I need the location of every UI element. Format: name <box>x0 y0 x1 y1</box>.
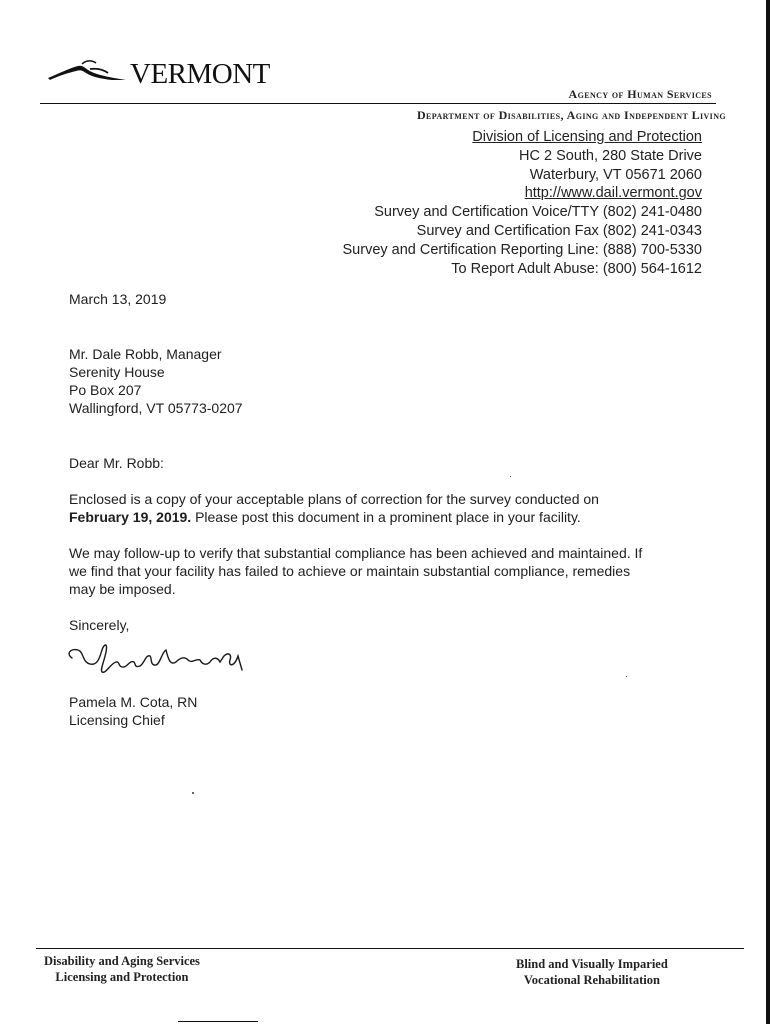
signer-title: Licensing Chief <box>69 712 165 728</box>
footer-line: Blind and Visually Imparied <box>516 957 668 971</box>
recipient-line: Po Box 207 <box>69 382 142 398</box>
recipient-line: Serenity House <box>69 364 165 380</box>
closing: Sincerely, <box>69 617 130 633</box>
voice-line: Survey and Certification Voice/TTY (802) 241-0480 <box>374 204 702 221</box>
footer-left <box>44 953 200 985</box>
recipient-line: Mr. Dale Robb, Manager <box>69 346 222 362</box>
footer-line: Vocational Rehabilitation <box>523 973 660 987</box>
contact-block <box>343 128 703 278</box>
fax-line: Survey and Certification Fax (802) 241-0343 <box>416 222 702 239</box>
footer-line: Disability and Aging Services <box>44 954 200 968</box>
signer-block <box>69 693 197 729</box>
header-divider <box>40 103 716 104</box>
handwritten-signature <box>64 636 254 682</box>
footer-right <box>516 956 668 988</box>
letter-date: March 13, 2019 <box>69 291 167 307</box>
signer-name: Pamela M. Cota, RN <box>69 694 198 710</box>
address-line: HC 2 South, 280 State Drive <box>519 147 702 164</box>
paragraph-line: may be imposed. <box>69 581 176 597</box>
scan-speck <box>510 476 511 477</box>
recipient-address <box>69 345 243 417</box>
city-line: Waterbury, VT 05671 2060 <box>529 166 702 183</box>
abuse-line: To Report Adult Abuse: (800) 564-1612 <box>451 260 702 277</box>
paragraph-line <box>69 508 599 526</box>
paragraph-line: we find that your facility has failed to achieve or maintain substantial compliance, remedies <box>69 563 631 579</box>
footer-line: Licensing and Protection <box>55 970 189 984</box>
survey-date: February 19, 2019. <box>69 509 192 525</box>
vermont-logo <box>46 58 286 92</box>
scan-speck <box>626 676 627 677</box>
logo-text: VERMONT <box>130 58 270 90</box>
salutation: Dear Mr. Robb: <box>69 455 164 471</box>
paragraph-1 <box>69 490 599 526</box>
division-name: Division of Licensing and Protection <box>472 129 702 145</box>
paragraph-line: Enclosed is a copy of your acceptable plans of correction for the survey conducted on <box>69 491 599 507</box>
website-link[interactable]: http://www.dail.vermont.gov <box>524 185 702 202</box>
scan-edge <box>766 0 770 1024</box>
mountain-logo-icon <box>46 58 130 88</box>
scan-speck <box>192 792 194 794</box>
agency-name: Agency of Human Services <box>568 87 712 101</box>
footer-divider <box>36 948 744 949</box>
paragraph-line: We may follow-up to verify that substantial compliance has been achieved and maintained. If <box>69 545 643 561</box>
reporting-line: Survey and Certification Reporting Line: (888) 700-5330 <box>342 241 702 258</box>
recipient-line: Wallingford, VT 05773-0207 <box>69 400 243 416</box>
paragraph-2 <box>69 544 642 598</box>
paragraph-text: Please post this document in a prominent place in your facility. <box>191 509 581 525</box>
department-name: Department of Disabilities, Aging and Independent Living <box>416 108 726 122</box>
scan-mark <box>178 1021 258 1022</box>
